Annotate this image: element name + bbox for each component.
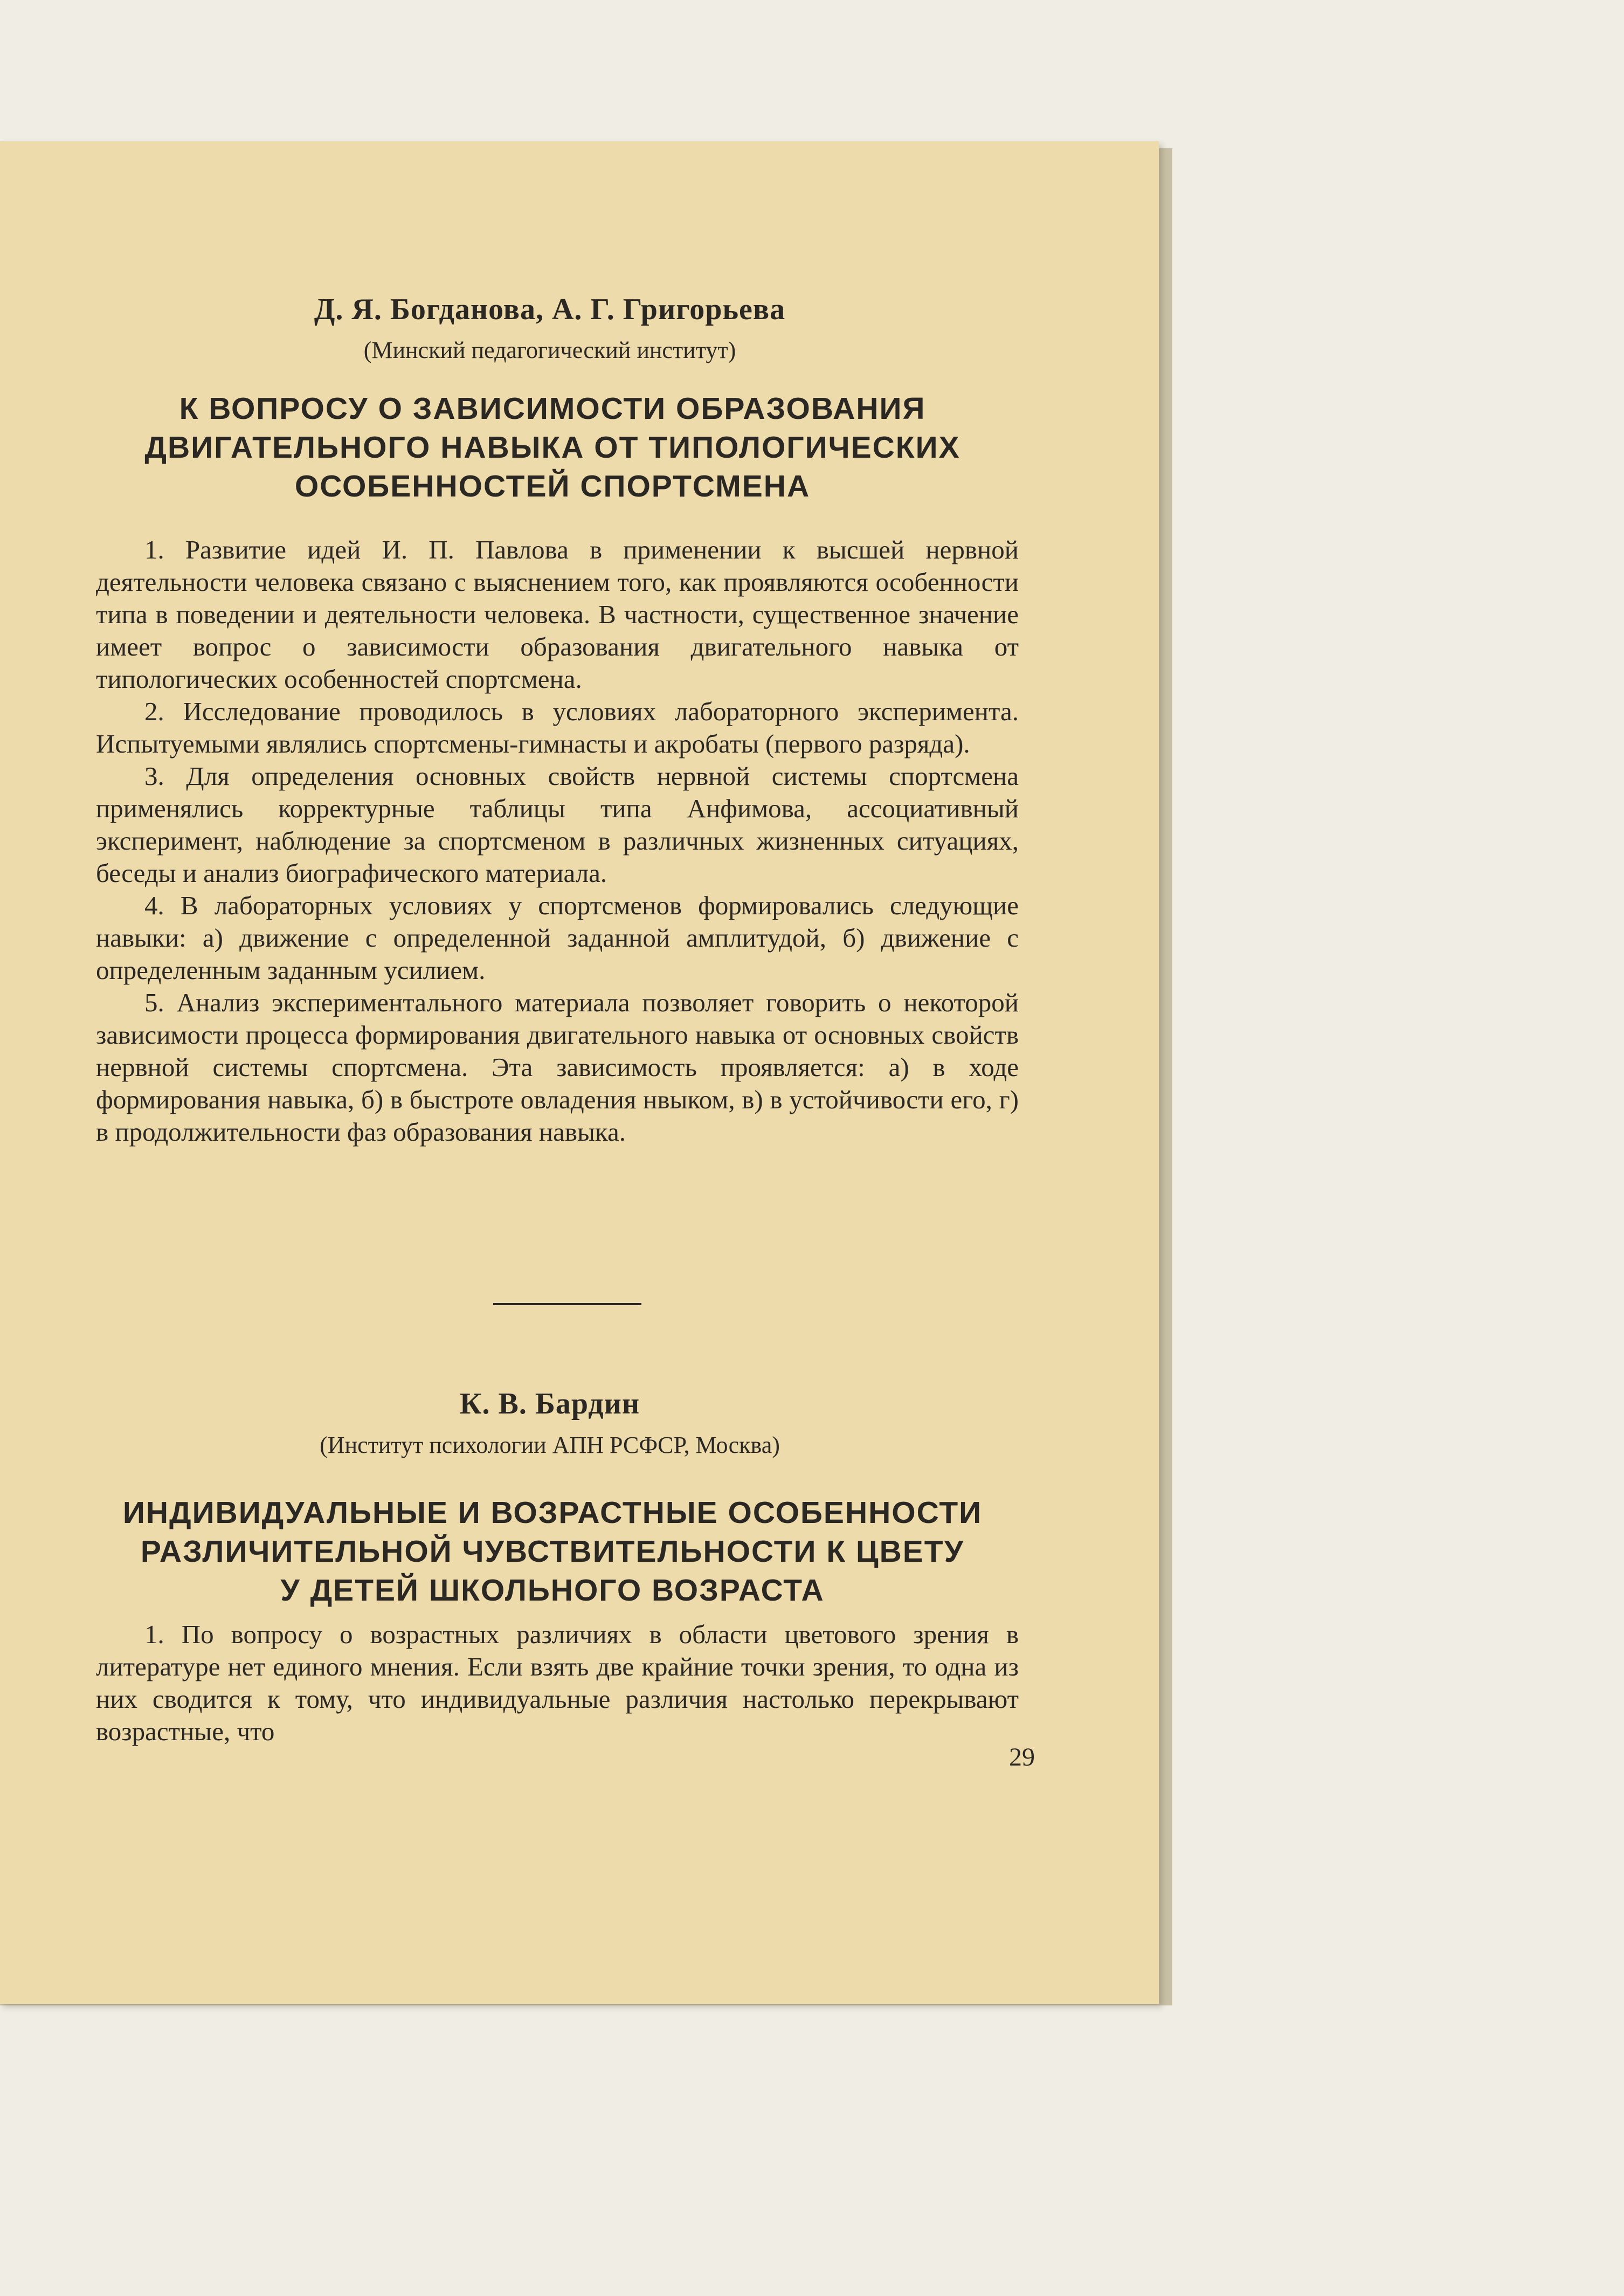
article2-title-line: ИНДИВИДУАЛЬНЫЕ И ВОЗРАСТНЫЕ ОСОБЕННОСТИ — [122, 1495, 983, 1530]
article1-paragraph: 2. Исследование проводилось в условиях лабораторного эксперимента. Испытуемыми являлись спортсмены-гимнасты и акробаты (первого разряда). — [96, 697, 1019, 759]
article2-paragraph: 1. По вопросу о возрастных различиях в области цветового зрения в литературе нет единого мнения. Если взять две крайние точки зрения, то одна из них сводится к тому, что индивидуальные различия настолько перекрывают возрастные, что — [96, 1619, 1019, 1746]
article1-title-line: К ВОПРОСУ О ЗАВИСИМОСТИ ОБРАЗОВАНИЯ — [179, 391, 926, 426]
article1-affiliation: (Минский педагогический институт) — [363, 337, 736, 363]
section-divider — [493, 1303, 641, 1305]
article1-title-line: ДВИГАТЕЛЬНОГО НАВЫКА ОТ ТИПОЛОГИЧЕСКИХ — [144, 430, 960, 465]
article1-body — [96, 534, 1019, 1148]
article2-title-line: У ДЕТЕЙ ШКОЛЬНОГО ВОЗРАСТА — [280, 1573, 825, 1608]
article1-paragraph: 5. Анализ экспериментального материала позволяет говорить о некоторой зависимости процесса формирования двигательного навыка от основных свойств нервной системы спортсмена. Эта зависимость проявляется: а) в ходе формирования навыка, б) в быстроте овладения нвыком, в) в устойчивости его, г) в продолжительности фаз образования навыка. — [96, 988, 1019, 1147]
article1-title — [81, 389, 1024, 506]
article2-body — [96, 1618, 1019, 1748]
article1-paragraph: 3. Для определения основных свойств нервной системы спортсмена применялись корректурные таблицы типа Анфимова, ассоциативный эксперимент, наблюдение за спортсменом в различных жизненных ситуациях, беседы и анализ биографического материала. — [96, 761, 1019, 888]
article2-affiliation: (Институт психологии АПН РСФСР, Москва) — [320, 1432, 780, 1458]
article1-paragraph: 1. Развитие идей И. П. Павлова в применении к высшей нервной деятельности человека связано с выяснением того, как проявляются особенности типа в поведении и деятельности человека. В частности, существенное значение имеет вопрос о зависимости образования двигательного навыка от типологических особенностей спортсмена. — [96, 535, 1019, 694]
article2-title-line: РАЗЛИЧИТЕЛЬНОЙ ЧУВСТВИТЕЛЬНОСТИ К ЦВЕТУ — [140, 1534, 965, 1569]
book-page — [0, 141, 1159, 2004]
article1-authors: Д. Я. Богданова, А. Г. Григорьева — [314, 293, 786, 326]
article1-title-line: ОСОБЕННОСТЕЙ СПОРТСМЕНА — [294, 469, 811, 504]
article2-authors: К. В. Бардин — [459, 1387, 640, 1421]
page-number: 29 — [1009, 1743, 1035, 1771]
article1-paragraph: 4. В лабораторных условиях у спортсменов формировались следующие навыки: а) движение с определенной заданной амплитудой, б) движение с определенным заданным усилием. — [96, 891, 1019, 985]
article2-title — [81, 1493, 1024, 1610]
